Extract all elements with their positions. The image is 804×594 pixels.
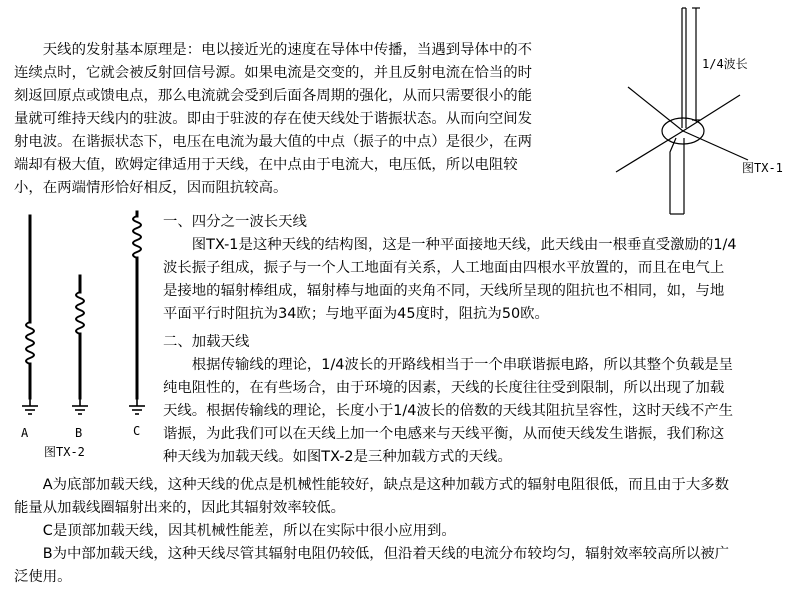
ground-symbol-c <box>129 398 145 414</box>
ground-symbol-a <box>22 398 38 414</box>
fig2-label-b: B <box>75 426 83 440</box>
section1-line-3: 是接地的辐射棒组成，辐射棒与地面的夹角不同，天线所呈现的阻抗也不相同，如，与地 <box>163 283 725 299</box>
fig1-caption: 图TX-1 <box>742 161 783 175</box>
intro-line-2: 连续点时，它就会被反射回信号源。如果电流是交变的，并且反射电流在恰当的时 <box>14 65 533 81</box>
fig2-label-c: C <box>133 424 141 438</box>
section2-line-1: 根据传输线的理论，1/4波长的开路线相当于一个串联谐振电路，所以其整个负载是呈 <box>163 357 734 373</box>
fig1-length-label: 1/4波长 <box>702 57 748 71</box>
section1-line-4: 平面平行时阻抗为34欧；与地平面为45度时，阻抗为50欧。 <box>163 306 549 322</box>
ground-symbol-b <box>72 398 88 414</box>
intro-line-4: 量就可维持天线内的驻波。即由于驻波的存在使天线处于谐振状态。从而向空间发 <box>14 111 533 127</box>
section1-heading: 一、四分之一波长天线 <box>163 214 307 230</box>
bottom-line-5: 泛使用。 <box>14 569 72 585</box>
intro-line-1: 天线的发射基本原理是：电以接近光的速度在导体中传播，当遇到导体中的不 <box>14 42 533 58</box>
section1-line-2: 波长振子组成，振子与一个人工地面有关系，人工地面由四根水平放置的，而且在电气上 <box>163 260 725 276</box>
bottom-line-3: C是顶部加载天线，因其机械性能差，所以在实际中很小应用到。 <box>14 523 456 539</box>
section2-line-5: 种天线为加载天线。如图TX-2是三种加载方式的天线。 <box>163 449 512 465</box>
fig2-label-a: A <box>21 426 29 440</box>
bottom-line-4: B为中部加载天线，这种天线尽管其辐射电阻仍较低，但沿着天线的电流分布较均匀，辐射效率较高所以被广 <box>14 546 730 562</box>
section2-line-3: 天线。根据传输线的理论，长度小于1/4波长的倍数的天线其阻抗呈容性，这时天线不产生 <box>163 403 734 419</box>
antenna-a-coil <box>26 322 34 364</box>
section1-line-1: 图TX-1是这种天线的结构图，这是一种平面接地天线，此天线由一根垂直受激励的1/4 <box>163 237 737 253</box>
fig2-caption: 图TX-2 <box>44 445 85 459</box>
intro-line-5: 射电波。在谐振状态下，电压在电流为最大值的中点（振子的中点）是很少，在两 <box>14 134 533 150</box>
antenna-c-coil <box>133 216 141 258</box>
intro-line-6: 端却有极大值，欧姆定律适用于天线，在中点由于电流大，电压低，所以电阻较 <box>14 157 518 173</box>
section2-line-2: 纯电阻性的，在有些场合，由于环境的因素，天线的长度往往受到限制，所以出现了加载 <box>163 380 725 396</box>
bottom-line-1: A为底部加载天线，这种天线的优点是机械性能较好，缺点是这种加载方式的辐射电阻很低，而且由于大多数 <box>14 477 729 493</box>
intro-line-7: 小，在两端情形恰好相反，因而阻抗较高。 <box>14 180 288 196</box>
bottom-line-2: 能量从加载线圈辐射出来的，因此其辐射效率较低。 <box>14 500 345 516</box>
section2-line-4: 谐振，为此我们可以在天线上加一个电感来与天线平衡，从而使天线发生谐振，我们称这 <box>163 426 725 442</box>
intro-line-3: 刻返回原点或馈电点，那么电流就会受到后面各周期的强化，从而只需要很小的能 <box>14 88 533 104</box>
section2-heading: 二、加载天线 <box>163 334 250 350</box>
antenna-b-coil <box>76 292 84 334</box>
